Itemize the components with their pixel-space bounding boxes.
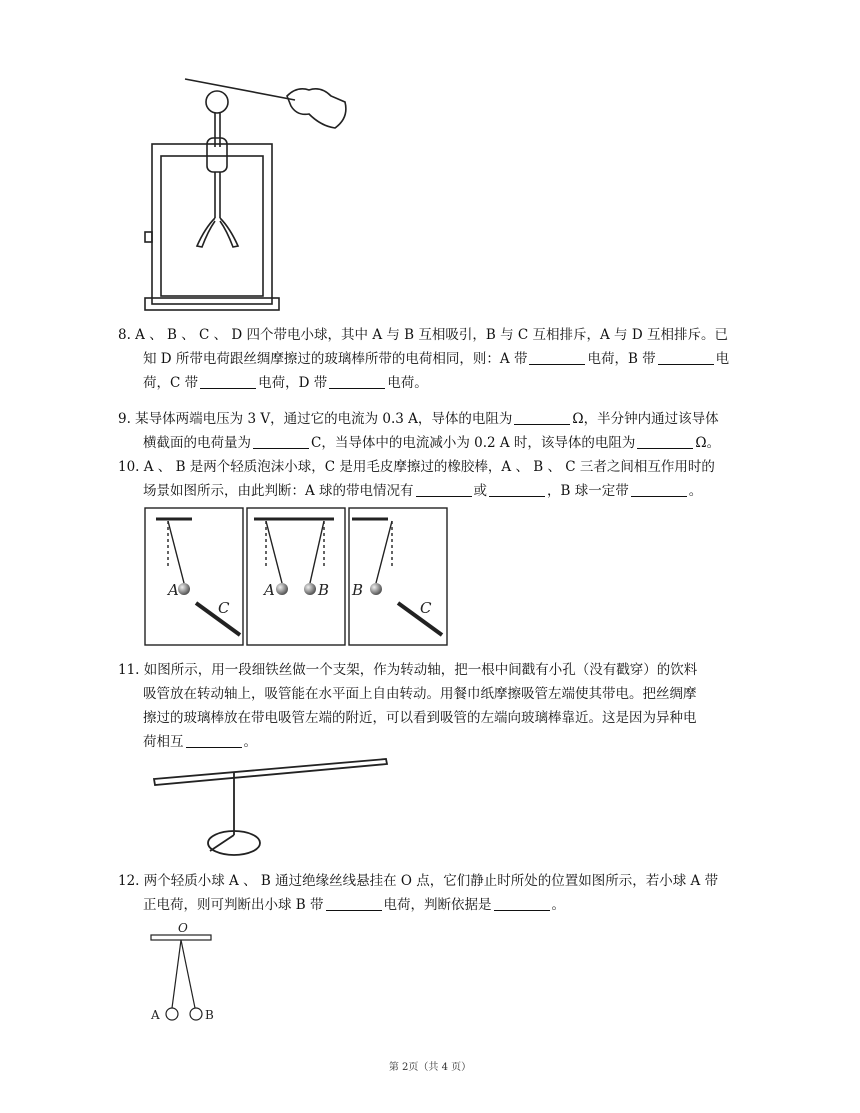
answer-blank[interactable] (416, 482, 472, 497)
answer-blank[interactable] (637, 434, 693, 449)
q8-text-b: 电荷，B 带 (587, 351, 656, 367)
q8-text-d: 荷，C 带 (143, 375, 199, 391)
electroscope-figure (135, 72, 365, 317)
fig10-label: C (218, 599, 230, 617)
q11-line-2: 吸管放在转动轴上，吸管能在水平面上自由转动。用餐巾纸摩擦吸管左端使其带电。把丝绸摩 (143, 686, 697, 702)
q11-text-a: 荷相互 (143, 734, 184, 750)
question-11 (118, 658, 768, 754)
q10-text-d: 。 (688, 483, 703, 499)
fig10-label: B (352, 581, 364, 599)
fig12-label-o: O (178, 921, 188, 935)
q12-text-c: 。 (551, 897, 566, 913)
fig10-label: A (264, 581, 275, 599)
answer-blank[interactable] (658, 350, 714, 365)
fig10-label: C (420, 599, 432, 617)
question-9 (118, 407, 768, 455)
q9-line-2 (118, 431, 768, 455)
fig12-label-b: B (205, 1008, 214, 1022)
answer-blank[interactable] (514, 410, 570, 425)
q11-line-3: 擦过的玻璃棒放在带电吸管左端的附近，可以看到吸管的左端向玻璃棒靠近。这是因为异种电 (143, 710, 697, 726)
q11-text-b: 。 (243, 734, 257, 750)
q8-line-2 (118, 347, 768, 371)
answer-blank[interactable] (494, 896, 550, 911)
fig12-label-a: A (151, 1008, 160, 1022)
q12-text-b: 电荷，判断依据是 (383, 897, 492, 913)
answer-blank[interactable] (326, 896, 382, 911)
q8-line-3 (118, 371, 768, 395)
q8-text-e: 电荷，D 带 (258, 375, 328, 391)
question-10 (118, 455, 768, 503)
q9-text-d: C，当导体中的电流减小为 0.2 A 时，该导体的电阻为 (311, 435, 636, 451)
answer-blank[interactable] (529, 350, 585, 365)
pendulum-panels-figure (144, 507, 450, 647)
page-footer: 第 2页（共 4 页） (388, 1062, 472, 1073)
fig10-label: B (318, 581, 330, 599)
answer-blank[interactable] (489, 482, 545, 497)
q9-text-c: 横截面的电荷量为 (143, 435, 251, 451)
q12-line-2 (118, 893, 768, 917)
question-8 (118, 323, 768, 395)
q8-line-1: 8. A 、 B 、 C 、 D 四个带电小球，其中 A 与 B 互相吸引，B 与 C 互相排斥，A 与 D 互相排斥。已 (118, 327, 728, 343)
q10-text-b: 或 (473, 483, 488, 499)
q10-line-1: 10. A 、 B 是两个轻质泡沫小球，C 是用毛皮摩擦过的橡胶棒，A 、 B 、 C 三者之间相互作用时的 (118, 459, 715, 475)
q12-text-a: 正电荷，则可判断出小球 B 带 (143, 897, 324, 913)
answer-blank[interactable] (200, 374, 256, 389)
q9-text-a: 9. 某导体两端电压为 3 V，通过它的电流为 0.3 A，导体的电阻为 (118, 411, 513, 427)
q10-line-2 (118, 479, 768, 503)
q10-text-a: 场景如图所示，由此判断：A 球的带电情况有 (143, 483, 414, 499)
q12-line-1: 12. 两个轻质小球 A 、 B 通过绝缘丝线悬挂在 O 点，它们静止时所处的位置如图所示，若小球 A 带 (118, 873, 719, 889)
q8-text-a: 知 D 所带电荷跟丝绸摩擦过的玻璃棒所带的电荷相同，则：A 带 (143, 351, 528, 367)
fig10-label: A (168, 581, 179, 599)
answer-blank[interactable] (186, 733, 242, 748)
q11-line-1: 11. 如图所示，用一段细铁丝做一个支架，作为转动轴，把一根中间戳有小孔（没有戳穿）的饮料 (118, 662, 698, 678)
q9-text-e: Ω。 (695, 435, 721, 451)
q10-text-c: ，B 球一定带 (547, 483, 629, 499)
q9-line-1 (118, 407, 768, 431)
q11-line-4 (118, 730, 768, 754)
answer-blank[interactable] (631, 482, 687, 497)
q8-text-c: 电 (715, 351, 730, 367)
answer-blank[interactable] (253, 434, 309, 449)
q8-text-f: 电荷。 (387, 375, 428, 391)
q9-text-b: Ω，半分钟内通过该导体 (572, 411, 719, 427)
straw-stand-figure (150, 755, 390, 863)
two-balls-figure (145, 920, 225, 1030)
question-12 (118, 869, 768, 917)
answer-blank[interactable] (329, 374, 385, 389)
